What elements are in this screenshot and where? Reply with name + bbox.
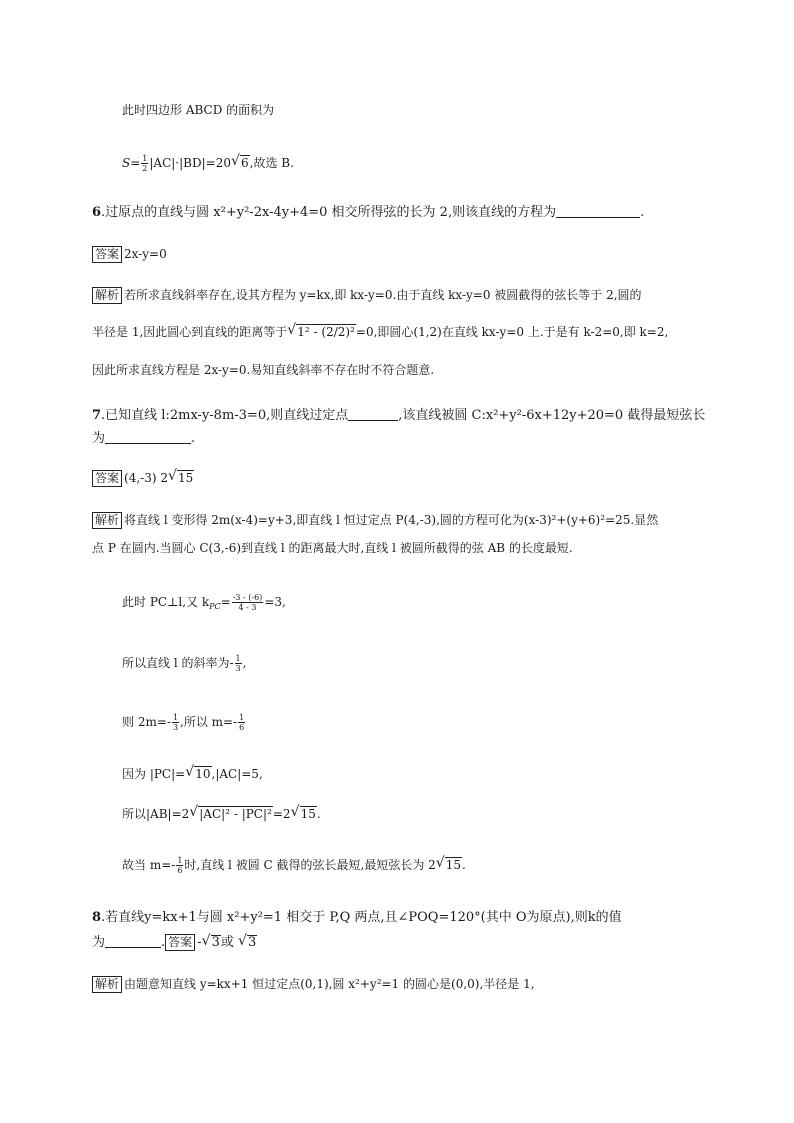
q7-analysis-tag: 解析 bbox=[92, 512, 122, 529]
q7-analysis-text-1: 将直线 l 变形得 2m(x-4)=y+3,即直线 l 恒过定点 P(4,-3),圆的方程可化为(x-3)²+(y+6)²=25.显然 bbox=[124, 513, 659, 527]
q6-answer-tag: 答案 bbox=[92, 246, 122, 263]
q8-analysis-tag: 解析 bbox=[92, 976, 122, 993]
q5-area-formula bbox=[122, 154, 294, 173]
q7-step-2: 所以直线 l 的斜率为- $\frac{1}{3}$ , bbox=[122, 654, 247, 673]
q8-answer-sqrt-1: √ 3 bbox=[202, 935, 221, 951]
q6-distance-sqrt: √ 1² - (2/2)² bbox=[287, 324, 356, 340]
q7-analysis-line1 bbox=[92, 512, 658, 529]
q6-number: 6 bbox=[92, 205, 102, 220]
q7-step5-sqrt: √ |AC|² - |PC|² bbox=[189, 806, 273, 822]
q7-step-3: 则 2m=- $\frac{1}{3}$ ,所以 m=- $\frac{1}{6}$ bbox=[122, 713, 245, 732]
q7-step6-sqrt: √ 15 bbox=[436, 857, 462, 873]
q7-blank-point bbox=[348, 408, 398, 421]
q6-analysis-text-3: 因此所求直线方程是 2x-y=0.易知直线斜率不存在时不符合题意. bbox=[92, 363, 435, 377]
q8-answer-blank bbox=[105, 935, 161, 948]
q8-answer-tag: 答案 bbox=[165, 934, 195, 951]
q5-area-line: 此时四边形 ABCD 的面积为 bbox=[122, 103, 275, 117]
q7-step-4: 因为 |PC|=√ 10,|AC|=5, bbox=[122, 766, 263, 782]
q8-analysis-line1 bbox=[92, 976, 535, 993]
q5-s-label: S= bbox=[122, 156, 141, 170]
q6-analysis-text-2b: =0,即圆心(1,2)在直线 kx-y=0 上.于是有 k-2=0,即 k=2, bbox=[355, 325, 669, 339]
q7-number: 7 bbox=[92, 408, 102, 423]
q7-answer-sqrt: √ 15 bbox=[168, 470, 194, 486]
q7-step3-frac-1: $\frac{1}{3}$ bbox=[172, 713, 179, 732]
q7-stem-text-2: 为 bbox=[92, 431, 106, 446]
q8-stem-text-2: 为 bbox=[92, 935, 106, 950]
q6-analysis-tag: 解析 bbox=[92, 287, 122, 304]
q6-analysis-line3 bbox=[92, 362, 434, 378]
q7-analysis-line2 bbox=[92, 540, 573, 556]
q6-answer-value: 2x-y=0 bbox=[124, 247, 167, 261]
q7-step4-sqrt: √ 10 bbox=[185, 766, 211, 782]
q7-stem-text-1a: .已知直线 l:2mx-y-8m-3=0,则直线过定点 bbox=[101, 408, 349, 423]
q6-stem-text: .过原点的直线与圆 x²+y²-2x-4y+4=0 相交所得弦的长为 2,则该直线的方程为 bbox=[101, 205, 557, 220]
q8-number: 8 bbox=[92, 910, 102, 925]
q7-step5-sqrt2: √ 15 bbox=[291, 806, 317, 822]
q5-formula-mid: |AC|·|BD|=20 bbox=[149, 156, 231, 170]
q8-stem-text-1: .若直线y=kx+1与圆 x²+y²=1 相交于 P,Q 两点,且∠POQ=120°(其中 O为原点),则k的值 bbox=[101, 910, 622, 925]
q5-area-text bbox=[122, 102, 274, 118]
q7-analysis-text-2: 点 P 在圆内.当圆心 C(3,-6)到直线 l 的距离最大时,直线 l 被圆所截得的弦 AB 的长度最短. bbox=[92, 541, 573, 555]
q5-frac: $\frac{1}{2}$ bbox=[142, 154, 148, 173]
q7-step-1: 此时 PC⊥l,又 $k_{PC}=$ $\frac{-3 - (-6)}{4 - 3}$ =3, bbox=[122, 593, 286, 612]
q5-formula-end: ,故选 B. bbox=[249, 156, 294, 170]
q7-blank-length bbox=[105, 431, 191, 444]
q7-step6-frac: $\frac{1}{6}$ bbox=[177, 856, 183, 875]
q6-analysis-line2 bbox=[92, 324, 668, 340]
q7-step2-frac: $\frac{1}{3}$ bbox=[235, 654, 241, 673]
q7-stem-line2: 为 . bbox=[92, 431, 196, 446]
q8-stem-line1 bbox=[92, 910, 622, 926]
q7-answer-value: (4,-3) 2 bbox=[124, 471, 168, 485]
q7-slope-frac: $\frac{-3 - (-6)}{4 - 3}$ bbox=[232, 593, 263, 612]
q8-answer-sqrt-2: √ 3 bbox=[238, 935, 257, 951]
q6-analysis-text-2a: 半径是 1,因此圆心到直线的距离等于 bbox=[92, 325, 288, 339]
q7-stem-text-1b: ,该直线被圆 C:x²+y²-6x+12y+20=0 截得最短弦长 bbox=[398, 408, 706, 423]
q6-answer bbox=[92, 246, 167, 263]
q5-sqrt: √ 6 bbox=[231, 155, 250, 171]
q7-stem-line1 bbox=[92, 408, 705, 424]
q8-stem-line2: 为 . 答案 -√ 3或 √ 3 bbox=[92, 934, 257, 951]
q7-answer bbox=[92, 470, 194, 487]
q7-answer-tag: 答案 bbox=[92, 470, 122, 487]
q7-step3-frac-2: $\frac{1}{6}$ bbox=[239, 713, 245, 732]
q6-stem: 6.过原点的直线与圆 x²+y²-2x-4y+4=0 相交所得弦的长为 2,则该直线的方程为 . bbox=[92, 205, 645, 220]
q6-analysis-text-1: 若所求直线斜率存在,设其方程为 y=kx,即 kx-y=0.由于直线 kx-y=0 被圆截得的弦长等于 2,圆的 bbox=[124, 288, 642, 302]
q7-step-6: 故当 m=- $\frac{1}{6}$ 时,直线 l 被圆 C 截得的弦长最短,最短弦长为 2√ 15. bbox=[122, 856, 466, 875]
q8-analysis-text-1: 由题意知直线 y=kx+1 恒过定点(0,1),圆 x²+y²=1 的圆心是(0,0),半径是 1, bbox=[124, 977, 535, 991]
q6-analysis-line1 bbox=[92, 287, 642, 304]
q7-step-5: 所以|AB|=2√ |AC|² - |PC|²=2√ 15. bbox=[122, 806, 321, 822]
q6-answer-blank bbox=[556, 205, 640, 218]
